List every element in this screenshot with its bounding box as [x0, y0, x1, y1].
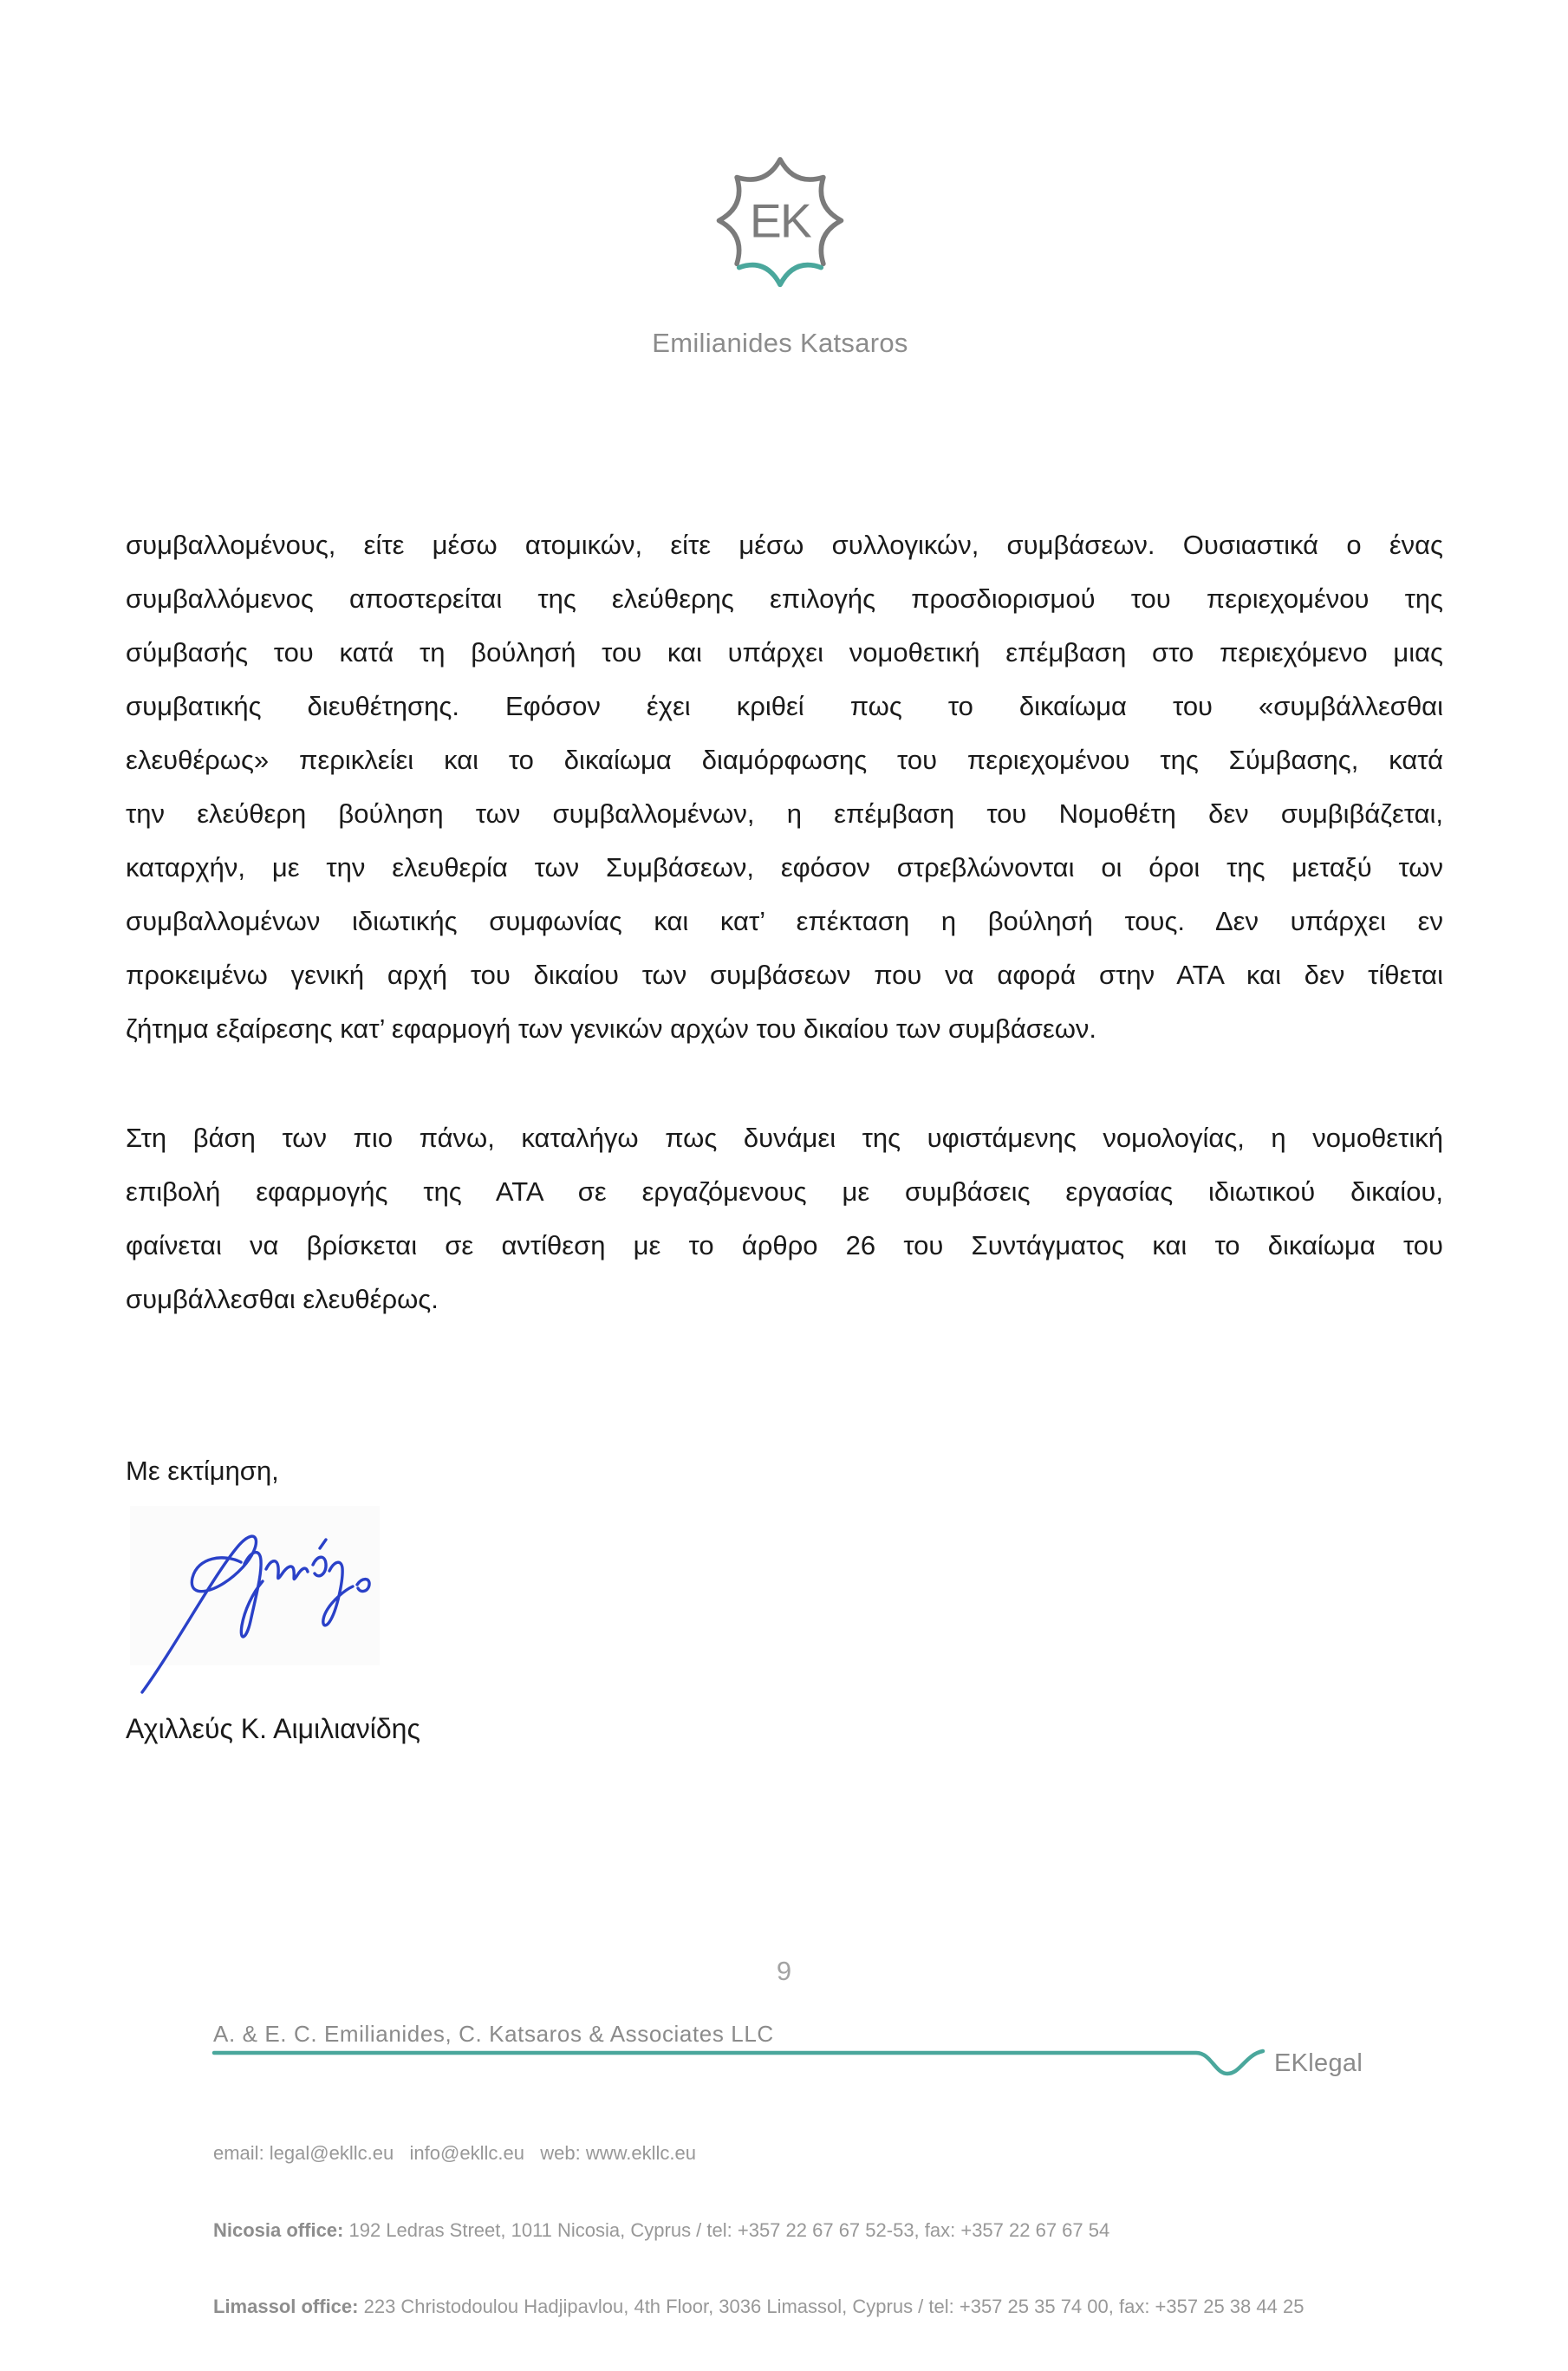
footer-office-line — [213, 2218, 1304, 2244]
footer-brand-eklegal: EKlegal — [1274, 2049, 1363, 2077]
closing-salutation: Με εκτίμηση, — [126, 1456, 279, 1486]
footer-contacts — [213, 2089, 1304, 2371]
body-line: συμβάλλεσθαι ελευθέρως. — [126, 1284, 439, 1314]
body-line: σύμβασής του κατά τη βούλησή του και υπάρχει νομοθετική επέμβαση στο περιεχόμενο μιας — [126, 637, 1443, 668]
office-details: 192 Ledras Street, 1011 Nicosia, Cyprus / tel: +357 22 67 67 52-53, fax: +357 22 67 67 54 — [343, 2218, 1110, 2241]
body-line: φαίνεται να βρίσκεται σε αντίθεση με το άρθρο 26 του Συντάγματος και το δικαίωμα του — [126, 1230, 1443, 1260]
body-line: προκειμένω γενική αρχή του δικαίου των συμβάσεων που να αφορά στην ΑΤΑ και δεν τίθεται — [126, 960, 1443, 990]
office-label: Nicosia office: — [213, 2218, 344, 2241]
ek-monogram-text: EK — [750, 193, 810, 248]
footer-firm-name: A. & E. C. Emilianides, C. Katsaros & Associates LLC — [213, 2021, 774, 2047]
footer-contact-line: email: legal@ekllc.eu info@ekllc.eu web: www.ekllc.eu — [213, 2142, 697, 2164]
signer-name: Αχιλλεύς Κ. Αιμιλιανίδης — [126, 1713, 420, 1744]
ek-monogram-badge-icon — [706, 146, 855, 300]
body-line: ζήτημα εξαίρεσης κατ’ εφαρμογή των γενικών αρχών του δικαίου των συμβάσεων. — [126, 1013, 1097, 1044]
body-line: συμβατικής διευθέτησης. Εφόσον έχει κριθεί πως το δικαίωμα του «συμβάλλεσθαι — [126, 691, 1443, 721]
body-line: ελευθέρως» περικλείει και το δικαίωμα διαμόρφωσης του περιεχομένου της Σύμβασης, κατά — [126, 745, 1443, 775]
body-line: συμβαλλομένων ιδιωτικής συμφωνίας και κατ’ επέκταση η βούλησή τους. Δεν υπάρχει εν — [126, 906, 1443, 936]
body-line: συμβαλλόμενος αποστερείται της ελεύθερης επιλογής προσδιορισμού του περιεχομένου της — [126, 583, 1443, 614]
footer-office-line — [213, 2294, 1304, 2320]
body-paragraph-2 — [126, 1111, 1443, 1326]
footer-divider-rule — [212, 2048, 1268, 2086]
firm-logo — [646, 146, 914, 359]
body-line: καταρχήν, με την ελευθερία των Συμβάσεων, εφόσον στρεβλώνονται οι όροι της μεταξύ των — [126, 852, 1443, 883]
office-details: 223 Christodoulou Hadjipavlou, 4th Floor, 3036 Limassol, Cyprus / tel: +357 25 35 74 00, fax: +357 25 38 44 25 — [358, 2296, 1304, 2317]
body-line: Στη βάση των πιο πάνω, καταλήγω πως δυνάμει της υφιστάμενης νομολογίας, η νομοθετική — [126, 1123, 1443, 1153]
body-line: συμβαλλομένους, είτε μέσω ατομικών, είτε μέσω συλλογικών, συμβάσεων. Ουσιαστικά ο ένας — [126, 530, 1443, 560]
page-number: 9 — [776, 1956, 792, 1986]
logo-caption: Emilianides Katsaros — [652, 328, 908, 358]
body-paragraph-1 — [126, 518, 1443, 1056]
body-line: την ελεύθερη βούληση των συμβαλλομένων, η επέμβαση του Νομοθέτη δεν συμβιβάζεται, — [126, 798, 1443, 829]
handwritten-signature-image — [130, 1510, 383, 1699]
body-line: επιβολή εφαρμογής της ΑΤΑ σε εργαζόμενους με συμβάσεις εργασίας ιδιωτικού δικαίου, — [126, 1176, 1443, 1207]
office-label: Limassol office: — [213, 2296, 359, 2317]
